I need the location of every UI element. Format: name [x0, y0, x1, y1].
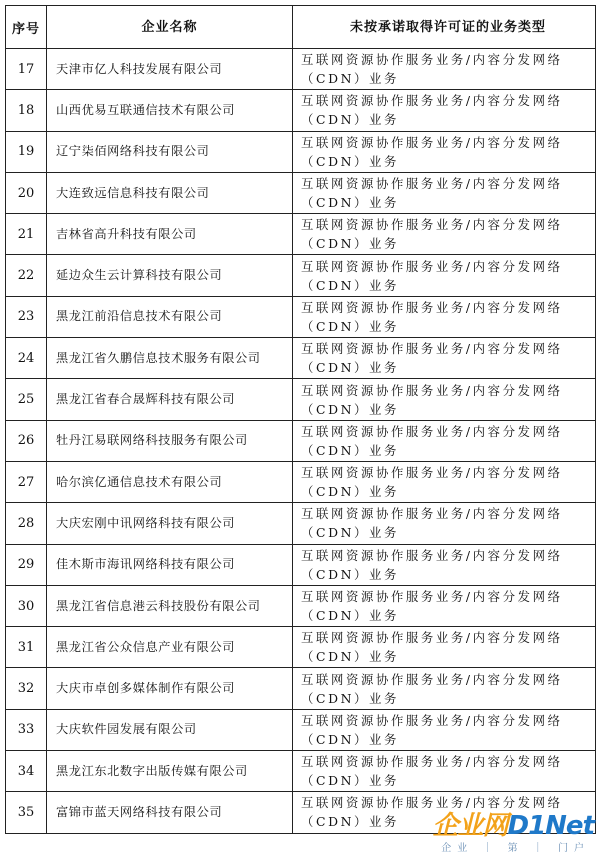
business-type: [293, 214, 596, 255]
business-type-line2: （CDN）业务: [301, 112, 400, 128]
business-type-line2: （CDN）业务: [301, 814, 400, 830]
row-number: 31: [6, 627, 47, 668]
table-row: [6, 296, 596, 337]
row-number: 29: [6, 544, 47, 585]
table-header-row: [6, 6, 596, 49]
business-type-line1: 互联网资源协作服务业务/内容分发网络: [301, 589, 563, 604]
business-type-line1: 互联网资源协作服务业务/内容分发网络: [301, 795, 563, 811]
table-row: [6, 172, 596, 213]
row-number: 17: [6, 49, 47, 90]
watermark-sub: 企业 ｜ 第 ｜ 门户: [441, 843, 590, 854]
company-name: 黑龙江省春合晟辉科技有限公司: [47, 379, 293, 420]
company-name: 山西优易互联通信技术有限公司: [47, 90, 293, 131]
company-name: 牡丹江易联网络科技服务有限公司: [47, 420, 293, 461]
row-number: 19: [6, 131, 47, 172]
header-no: 序号: [6, 6, 47, 49]
business-type-line2: （CDN）业务: [301, 153, 400, 169]
business-type-line2: （CDN）业务: [301, 236, 400, 252]
business-type-line1: 互联网资源协作服务业务/内容分发网络: [301, 134, 563, 150]
business-type-line2: （CDN）业务: [301, 525, 400, 541]
business-type: [293, 131, 596, 172]
table-row: [6, 751, 596, 792]
row-number: 25: [6, 379, 47, 420]
company-name: 大连致远信息科技有限公司: [47, 172, 293, 213]
business-type-line2: （CDN）业务: [301, 731, 400, 747]
company-name: 天津市亿人科技发展有限公司: [47, 49, 293, 90]
business-type-line2: （CDN）业务: [301, 401, 400, 417]
business-type: [293, 379, 596, 420]
table-row: [6, 255, 596, 296]
row-number: 28: [6, 503, 47, 544]
row-number: 34: [6, 751, 47, 792]
row-number: 18: [6, 90, 47, 131]
business-type-line2: （CDN）业务: [301, 360, 400, 376]
business-type-line1: 互联网资源协作服务业务/内容分发网络: [301, 506, 563, 522]
table-row: [6, 585, 596, 626]
row-number: 26: [6, 420, 47, 461]
business-type: [293, 709, 596, 750]
business-type: [293, 90, 596, 131]
company-name: 辽宁柒佰网络科技有限公司: [47, 131, 293, 172]
table-row: [6, 544, 596, 585]
business-type-line2: （CDN）业务: [301, 773, 400, 789]
business-type-line1: 互联网资源协作服务业务/内容分发网络: [301, 299, 563, 315]
business-type: [293, 627, 596, 668]
business-type-line2: （CDN）业务: [301, 442, 400, 458]
business-type-line2: （CDN）业务: [301, 71, 400, 87]
business-type: [293, 338, 596, 379]
table-row: [6, 420, 596, 461]
company-name: 黑龙江省公众信息产业有限公司: [47, 627, 293, 668]
business-type-line2: （CDN）业务: [301, 566, 400, 582]
business-type-line1: 互联网资源协作服务业务/内容分发网络: [301, 423, 563, 439]
business-type-line2: （CDN）业务: [301, 649, 400, 665]
business-type-line1: 互联网资源协作服务业务/内容分发网络: [301, 465, 563, 481]
company-table: [5, 5, 596, 834]
table-row: [6, 214, 596, 255]
business-type-line2: （CDN）业务: [301, 195, 400, 211]
row-number: 21: [6, 214, 47, 255]
business-type: [293, 668, 596, 709]
business-type: [293, 751, 596, 792]
business-type-line1: 互联网资源协作服务业务/内容分发网络: [301, 712, 563, 728]
business-type: [293, 503, 596, 544]
table-row: [6, 627, 596, 668]
row-number: 27: [6, 461, 47, 502]
table-row: [6, 668, 596, 709]
company-name: 大庆宏刚中讯网络科技有限公司: [47, 503, 293, 544]
table-row: [6, 461, 596, 502]
company-name: 黑龙江前沿信息技术有限公司: [47, 296, 293, 337]
business-type: [293, 461, 596, 502]
business-type-line1: 互联网资源协作服务业务/内容分发网络: [301, 258, 563, 274]
business-type: [293, 420, 596, 461]
table-row: [6, 503, 596, 544]
business-type-line1: 互联网资源协作服务业务/内容分发网络: [301, 382, 563, 398]
business-type-line2: （CDN）业务: [301, 690, 400, 706]
company-name: 佳木斯市海讯网络科技有限公司: [47, 544, 293, 585]
table-row: [6, 379, 596, 420]
business-type-line1: 互联网资源协作服务业务/内容分发网络: [301, 217, 563, 233]
company-name: 黑龙江东北数字出版传媒有限公司: [47, 751, 293, 792]
business-type-line1: 互联网资源协作服务业务/内容分发网络: [301, 754, 563, 770]
table-row: [6, 49, 596, 90]
business-type-line1: 互联网资源协作服务业务/内容分发网络: [301, 341, 563, 357]
business-type-line1: 互联网资源协作服务业务/内容分发网络: [301, 671, 563, 687]
row-number: 30: [6, 585, 47, 626]
watermark-main: 企业网D1Net: [432, 811, 594, 841]
company-name: 大庆软件园发展有限公司: [47, 709, 293, 750]
header-type: 未按承诺取得许可证的业务类型: [293, 6, 596, 49]
table-row: [6, 709, 596, 750]
row-number: 22: [6, 255, 47, 296]
table-row: [6, 338, 596, 379]
row-number: 23: [6, 296, 47, 337]
business-type: [293, 255, 596, 296]
business-type-line2: （CDN）业务: [301, 318, 400, 334]
company-name: 大庆市卓创多媒体制作有限公司: [47, 668, 293, 709]
company-name: 延边众生云计算科技有限公司: [47, 255, 293, 296]
business-type-line1: 互联网资源协作服务业务/内容分发网络: [301, 547, 563, 563]
company-name: 黑龙江省久鹏信息技术服务有限公司: [47, 338, 293, 379]
header-company: 企业名称: [47, 6, 293, 49]
business-type-line2: （CDN）业务: [301, 277, 400, 293]
row-number: 32: [6, 668, 47, 709]
company-name: 富锦市蓝天网络科技有限公司: [47, 792, 293, 833]
business-type: [293, 49, 596, 90]
business-type: [293, 544, 596, 585]
business-type-line1: 互联网资源协作服务业务/内容分发网络: [301, 93, 563, 109]
row-number: 33: [6, 709, 47, 750]
business-type-line2: （CDN）业务: [301, 608, 400, 623]
business-type-line1: 互联网资源协作服务业务/内容分发网络: [301, 176, 563, 192]
row-number: 35: [6, 792, 47, 833]
row-number: 20: [6, 172, 47, 213]
company-name: 吉林省高升科技有限公司: [47, 214, 293, 255]
business-type-line1: 互联网资源协作服务业务/内容分发网络: [301, 630, 563, 646]
company-name: 黑龙江省信息港云科技股份有限公司: [47, 585, 293, 626]
table-row: [6, 90, 596, 131]
table-row: [6, 131, 596, 172]
watermark-logo: [432, 805, 600, 854]
business-type: [293, 296, 596, 337]
business-type-line1: 互联网资源协作服务业务/内容分发网络: [301, 52, 563, 68]
company-name: 哈尔滨亿通信息技术有限公司: [47, 461, 293, 502]
row-number: 24: [6, 338, 47, 379]
business-type: [293, 585, 596, 626]
business-type: [293, 172, 596, 213]
business-type-line2: （CDN）业务: [301, 484, 400, 500]
